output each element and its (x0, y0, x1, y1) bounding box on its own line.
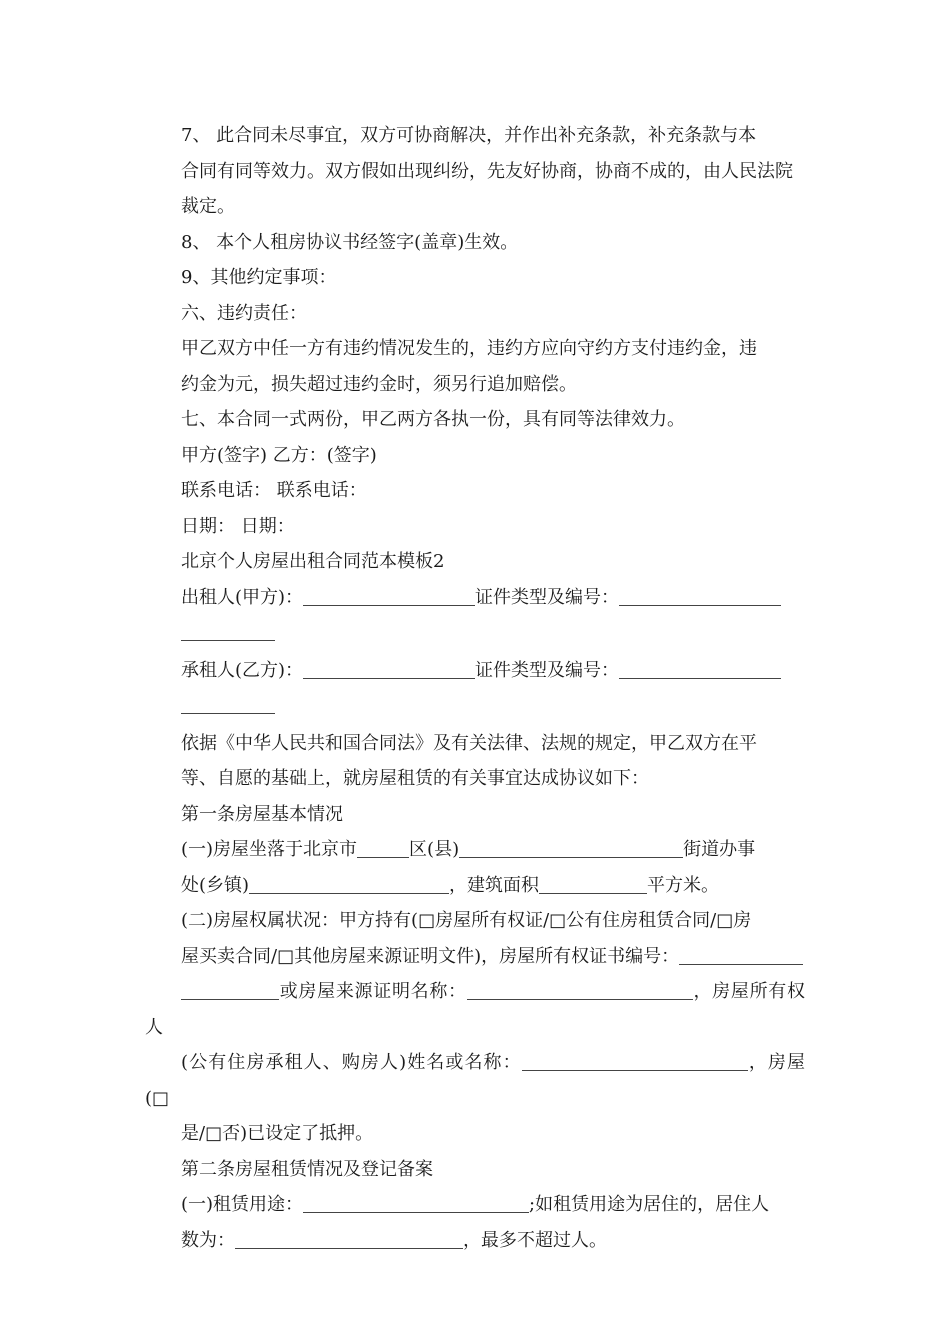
text-line: (二)房屋权属状况：甲方持有(□房屋所有权证/□公有住房租赁合同/□房 (181, 910, 752, 931)
date-line: 日期： 日期： (181, 515, 295, 537)
text: 屋买卖合同/□其他房屋来源证明文件)，房屋所有权证书编号： (181, 945, 680, 967)
text: 街道办事 (683, 839, 756, 860)
text-line: 约金为元，损失超过违约金时，须另行追加赔偿。 (181, 373, 577, 395)
text-line: 裁定。 (181, 196, 235, 217)
text: ，最多不超过人。 (463, 1229, 607, 1251)
clause-7 (145, 118, 805, 225)
town-blank (249, 873, 449, 894)
text: ，建筑面积 (449, 874, 540, 896)
area-blank (539, 873, 647, 894)
phone-line: 联系电话： 联系电话： (181, 480, 367, 501)
article-1-heading: 第一条房屋基本情况 (181, 803, 343, 825)
text-line: 等、自愿的基础上，就房屋租赁的有关事宜达成协议如下： (181, 768, 649, 789)
residents-blank (235, 1228, 463, 1249)
section-7: 七、本合同一式两份，甲乙两方各执一份，具有同等法律效力。 (181, 409, 685, 430)
text: 或房屋来源证明名称： (279, 981, 467, 1002)
cert-number-blank (679, 944, 803, 965)
text: 数为： (181, 1229, 235, 1251)
section-6-body (145, 331, 805, 402)
text-line: 是/□否)已设定了抵押。 (181, 1123, 374, 1144)
text: ;如租赁用途为居住的，居住人 (529, 1194, 770, 1215)
street-blank (459, 837, 683, 858)
id-blank-continued (181, 693, 275, 714)
clause-9: 9、其他约定事项： (181, 267, 337, 288)
id-blank (619, 658, 781, 679)
id-blank (619, 585, 781, 606)
cert-number-blank-continued (181, 979, 279, 1000)
article-2-item-1 (145, 1187, 805, 1258)
article-1-item-1 (145, 832, 805, 903)
text: ，房屋(□ (145, 1052, 806, 1109)
text-line: 依据《中华人民共和国合同法》及有关法律、法规的规定，甲乙双方在平 (181, 732, 757, 754)
lessee-line (145, 653, 805, 726)
lessor-blank (303, 585, 475, 606)
owner-name-blank (522, 1050, 748, 1071)
text: (一)租赁用途： (181, 1194, 304, 1215)
text: 平方米。 (647, 874, 720, 896)
text: (一)房屋坐落于北京市 (181, 839, 358, 860)
text: ，房屋所有权人 (145, 981, 806, 1038)
text: 处(乡镇) (181, 874, 250, 896)
district-blank (357, 837, 409, 858)
text-line: 甲乙双方中任一方有违约情况发生的，违约方应向守约方支付违约金，违 (181, 338, 757, 359)
intro-paragraph (145, 726, 805, 797)
signature-line: 甲方(签字) 乙方：(签字) (181, 444, 377, 466)
contract-title: 北京个人房屋出租合同范本模板2 (181, 551, 445, 572)
lessor-label: 出租人(甲方)： (181, 586, 304, 608)
article-1-item-2 (145, 903, 805, 1152)
id-type-label: 证件类型及编号： (475, 586, 620, 608)
id-type-label: 证件类型及编号： (475, 659, 620, 681)
id-blank-continued (181, 620, 275, 641)
usage-blank (303, 1192, 529, 1213)
text: (公有住房承租人、购房人)姓名或名称： (181, 1052, 522, 1073)
text-line: 合同有同等效力。双方假如出现纠纷，先友好协商，协商不成的，由人民法院 (181, 160, 793, 182)
text-line: 7、 此合同未尽事宜，双方可协商解决，并作出补充条款，补充条款与本 (181, 125, 757, 146)
section-6-heading: 六、违约责任： (181, 302, 307, 324)
lessor-line (145, 580, 805, 653)
lessee-blank (303, 658, 475, 679)
lessee-label: 承租人(乙方)： (181, 659, 304, 681)
source-name-blank (467, 979, 693, 1000)
text: 区(县) (409, 839, 460, 860)
article-2-heading: 第二条房屋租赁情况及登记备案 (181, 1158, 433, 1180)
document-body (145, 118, 805, 1258)
clause-8: 8、 本个人租房协议书经签字(盖章)生效。 (181, 231, 519, 253)
